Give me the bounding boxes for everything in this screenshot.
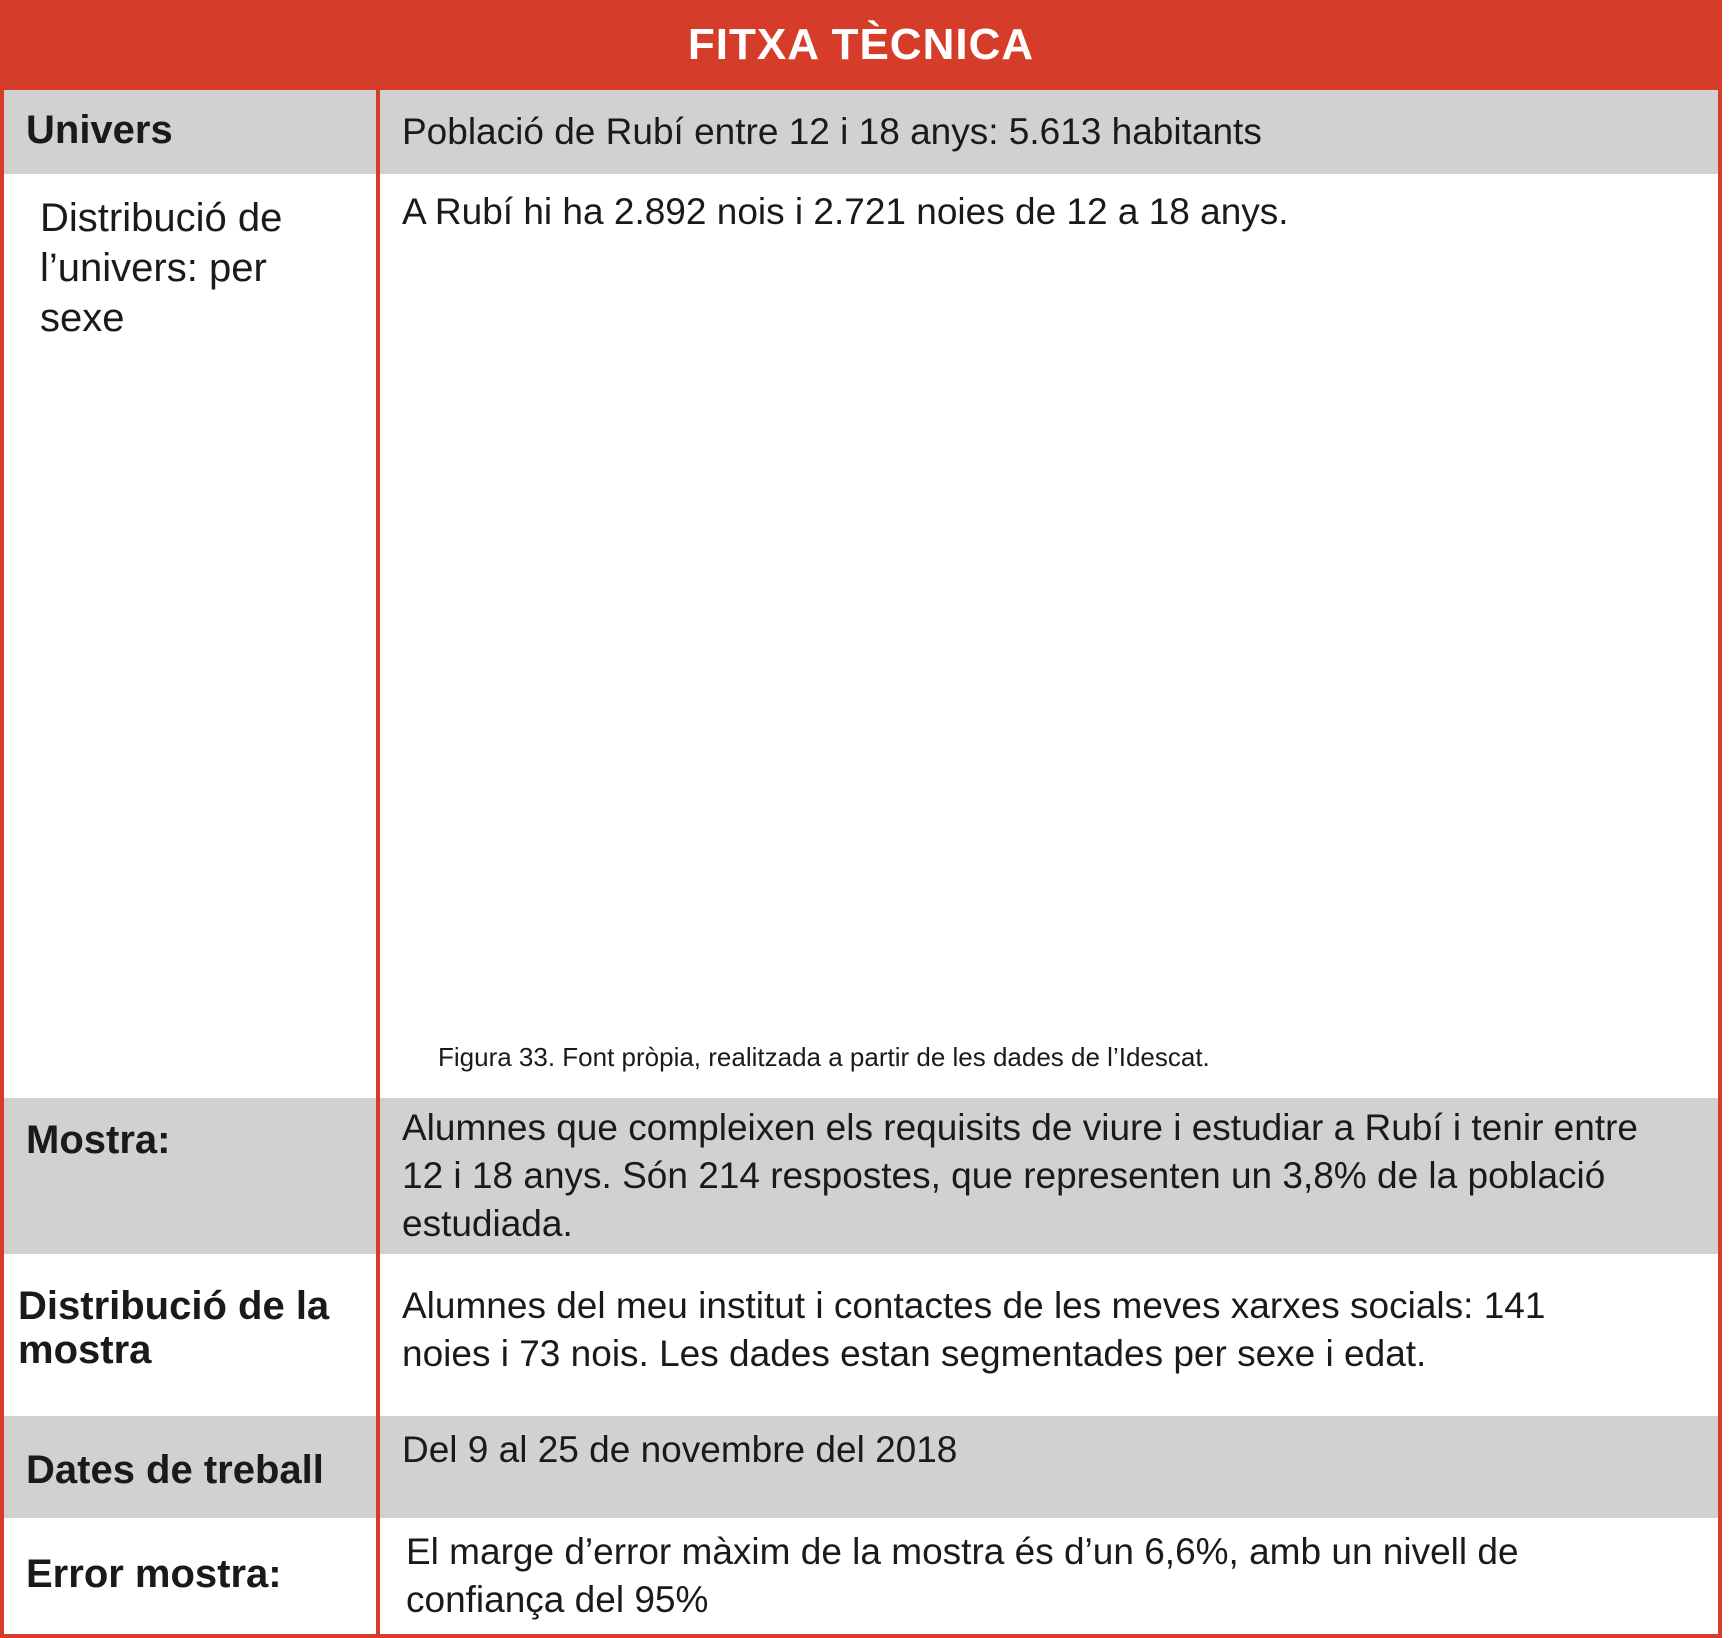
sheet-header <box>0 0 1722 90</box>
row-dates <box>4 1416 1718 1518</box>
sheet-title: FITXA TÈCNICA <box>687 20 1035 69</box>
row-univers <box>4 90 1718 174</box>
row-mostra-label: Mostra: <box>26 1118 171 1162</box>
row-error-value: El marge d’error màxim de la mostra és d’un 6,6%, amb un nivell de confiança del 95% <box>406 1531 1519 1620</box>
row-distribucio-mostra-value: Alumnes del meu institut i contactes de les meves xarxes socials: 141 noies i 73 nois. Les dades estan segmentades per sexe i edat. <box>402 1285 1546 1374</box>
row-distribucio-mostra <box>4 1254 1718 1416</box>
row-univers-value: Població de Rubí entre 12 i 18 anys: 5.613 habitants <box>402 111 1262 152</box>
column-divider <box>376 90 380 1638</box>
row-error-label: Error mostra: <box>26 1552 282 1596</box>
row-mostra-value: Alumnes que compleixen els requisits de viure i estudiar a Rubí i tenir entre 12 i 18 anys. Són 214 respostes, que representen un 3,8% de la població estudiada. <box>402 1107 1639 1244</box>
figure-caption: Figura 33. Font pròpia, realitzada a partir de les dades de l’Idescat. <box>438 1042 1210 1072</box>
row-dates-value: Del 9 al 25 de novembre del 2018 <box>402 1429 958 1470</box>
row-univers-label: Univers <box>26 108 173 152</box>
row-mostra <box>4 1098 1718 1254</box>
row-distribucio-mostra-label: Distribució de la mostra <box>18 1284 330 1372</box>
row-error <box>4 1518 1718 1634</box>
row-dates-label: Dates de treball <box>26 1448 324 1492</box>
row-distribucio-univers-value: A Rubí hi ha 2.892 nois i 2.721 noies de 12 a 18 anys. <box>402 191 1289 232</box>
row-distribucio-univers <box>4 174 1718 1098</box>
row-distribucio-univers-label: Distribució de l’univers: per sexe <box>40 196 283 340</box>
